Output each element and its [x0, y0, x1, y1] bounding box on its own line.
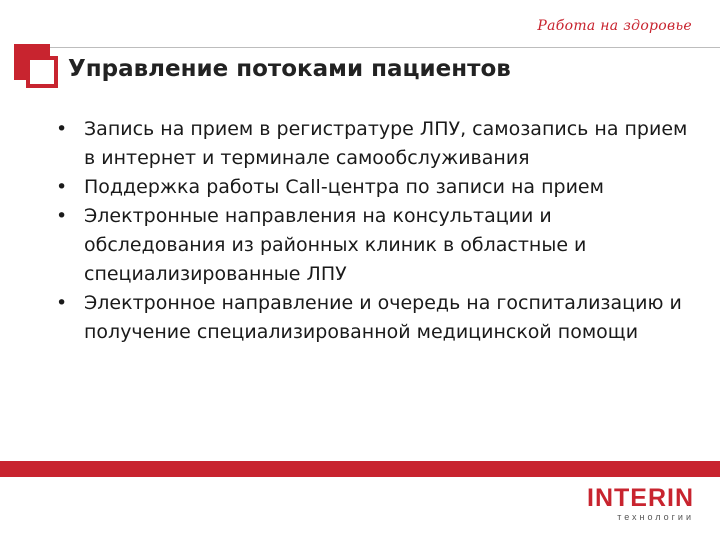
bullet-item: • Запись на прием в регистратуре ЛПУ, самозапись на прием в интернет и терминале самообслуживания: [52, 115, 692, 173]
header-divider: [46, 47, 720, 48]
slide-title: Управление потоками пациентов: [68, 56, 511, 82]
footer-band: [0, 461, 720, 477]
outlined-square: [26, 56, 58, 88]
bullet-list: [52, 115, 692, 347]
bullet-item: • Электронные направления на консультации и обследования из районных клиник в областные и специализированные ЛПУ: [52, 202, 692, 289]
brand-subtitle: технологии: [617, 512, 694, 522]
brand-name: INTERIN: [587, 484, 694, 512]
bullet-item: • Поддержка работы Call-центра по записи на прием: [52, 173, 692, 202]
brand-logo: [587, 485, 694, 523]
bullet-item: • Электронное направление и очередь на госпитализацию и получение специализированной медицинской помощи: [52, 289, 692, 347]
squares-logo-icon: [14, 44, 58, 88]
tagline: Работа на здоровье: [537, 18, 692, 34]
